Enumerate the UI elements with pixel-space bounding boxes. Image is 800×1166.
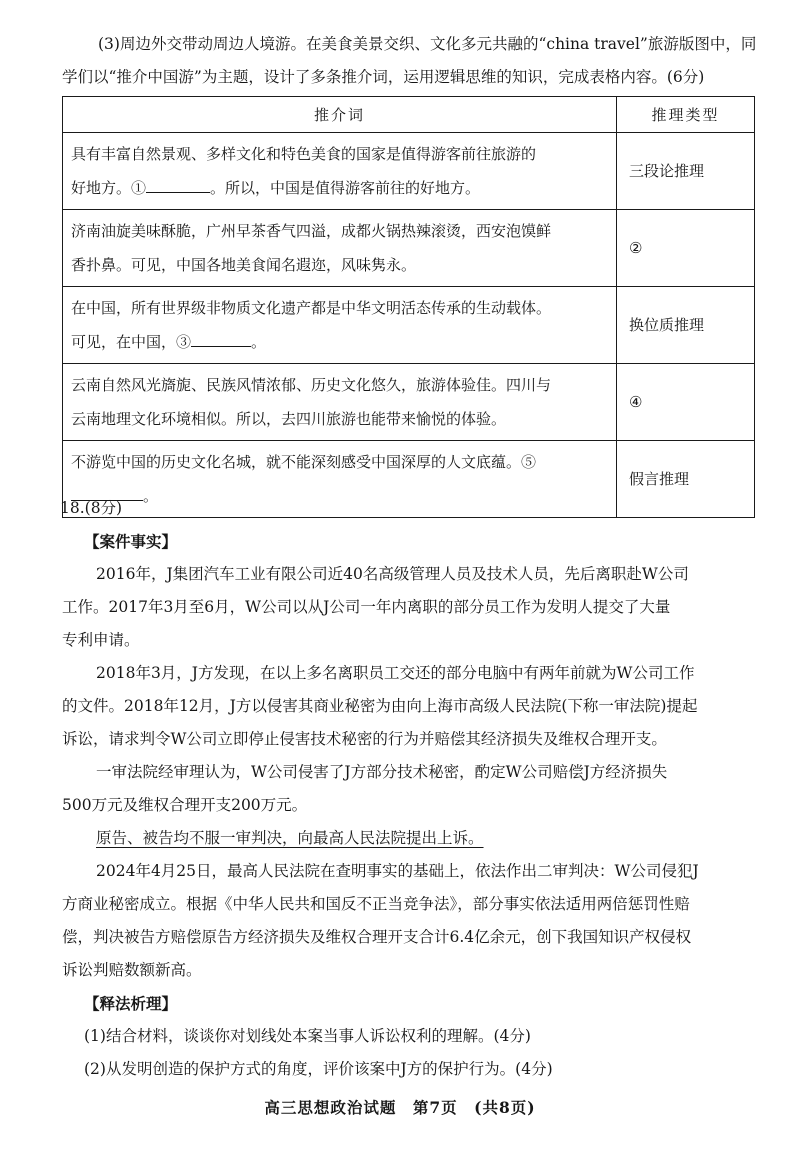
table-row — [63, 210, 755, 287]
answer-blank-1[interactable] — [146, 174, 210, 193]
promotion-cell: 在中国，所有世界级非物质文化遗产都是中华文明活态传承的生动载体。 可见，在中国，③ 。 — [63, 287, 617, 364]
reasoning-type-cell[interactable]: ④ — [617, 364, 755, 441]
table-row — [63, 287, 755, 364]
reasoning-type-cell: 换位质推理 — [617, 287, 755, 364]
fact-paragraph-5: 2024年4月25日，最高人民法院在查明事实的基础上，依法作出二审判决：W公司侵犯J 方商业秘密成立。根据《中华人民共和国反不正当竞争法》，部分事实依法适用两倍惩罚性赔 偿，判决被告方赔偿原告方经济损失及维权合理开支合计6.4亿余元，创下我国知识产权侵权 诉讼判赔数额新高。 — [62, 862, 699, 979]
question-number: 18.(8分) — [60, 499, 123, 517]
promotion-cell: 不游览中国的历史文化名城，就不能深刻感受中国深厚的人文底蕴。⑤ 。 — [63, 441, 617, 518]
question-17-part3-intro — [62, 28, 762, 94]
reasoning-type-cell: 三段论推理 — [617, 133, 755, 210]
table-row — [63, 133, 755, 210]
question-18 — [62, 492, 762, 1086]
intro-line-2: 学们以“推介中国游”为主题，设计了多条推介词，运用逻辑思维的知识，完成表格内容。(6分) — [62, 68, 705, 86]
promotion-cell: 具有丰富自然景观、多样文化和特色美食的国家是值得游客前往旅游的 好地方。① 。所以，中国是值得游客前往的好地方。 — [63, 133, 617, 210]
promotion-cell: 济南油旋美味酥脆，广州早茶香气四溢，成都火锅热辣滚烫，西安泡馍鲜 香扑鼻。可见，中国各地美食闻名遐迩，风味隽永。 — [63, 210, 617, 287]
legal-analysis-heading: 【释法析理】 — [84, 994, 178, 1013]
case-facts-heading: 【案件事实】 — [84, 532, 178, 551]
fact-paragraph-1: 2016年，J集团汽车工业有限公司近40名高级管理人员及技术人员，先后离职赴W公司 工作。2017年3月至6月，W公司以从J公司一年内离职的部分员工作为发明人提交了大量 专利申请。 — [62, 565, 689, 649]
reasoning-type-cell[interactable]: ② — [617, 210, 755, 287]
intro-line-1: (3)周边外交带动周边人境游。在美食美景交织、文化多元共融的“china travel”旅游版图中，同 — [98, 35, 757, 53]
promotion-cell: 云南自然风光旖旎、民族风情浓郁、历史文化悠久，旅游体验佳。四川与 云南地理文化环境相似。所以，去四川旅游也能带来愉悦的体验。 — [63, 364, 617, 441]
header-reasoning-type: 推理类型 — [617, 97, 755, 133]
table-row — [63, 364, 755, 441]
page-footer: 高三思想政治试题 第7页 (共8页) — [264, 1098, 536, 1117]
reasoning-type-cell: 假言推理 — [617, 441, 755, 518]
answer-blank-3[interactable] — [191, 328, 251, 347]
table-header-row — [63, 97, 755, 133]
sub-question-1: (1)结合材料，谈谈你对划线处本案当事人诉讼权利的理解。(4分) — [84, 1027, 531, 1045]
header-promotion-text: 推介词 — [63, 97, 617, 133]
fact-paragraph-2: 2018年3月，J方发现，在以上多名离职员工交还的部分电脑中有两年前就为W公司工作 的文件。2018年12月，J方以侵害其商业秘密为由向上海市高级人民法院(下称一审法院)提起 诉讼，请求判令W公司立即停止侵害技术秘密的行为并赔偿其经济损失及维权合理开支。 — [62, 664, 698, 748]
promotion-table — [62, 96, 755, 518]
fact-paragraph-4-underlined: 原告、被告均不服一审判决，向最高人民法院提出上诉。 — [96, 829, 484, 847]
sub-question-2: (2)从发明创造的保护方式的角度，评价该案中J方的保护行为。(4分) — [84, 1060, 553, 1078]
fact-paragraph-3: 一审法院经审理认为，W公司侵害了J方部分技术秘密，酌定W公司赔偿J方经济损失 500万元及维权合理开支200万元。 — [62, 763, 668, 814]
